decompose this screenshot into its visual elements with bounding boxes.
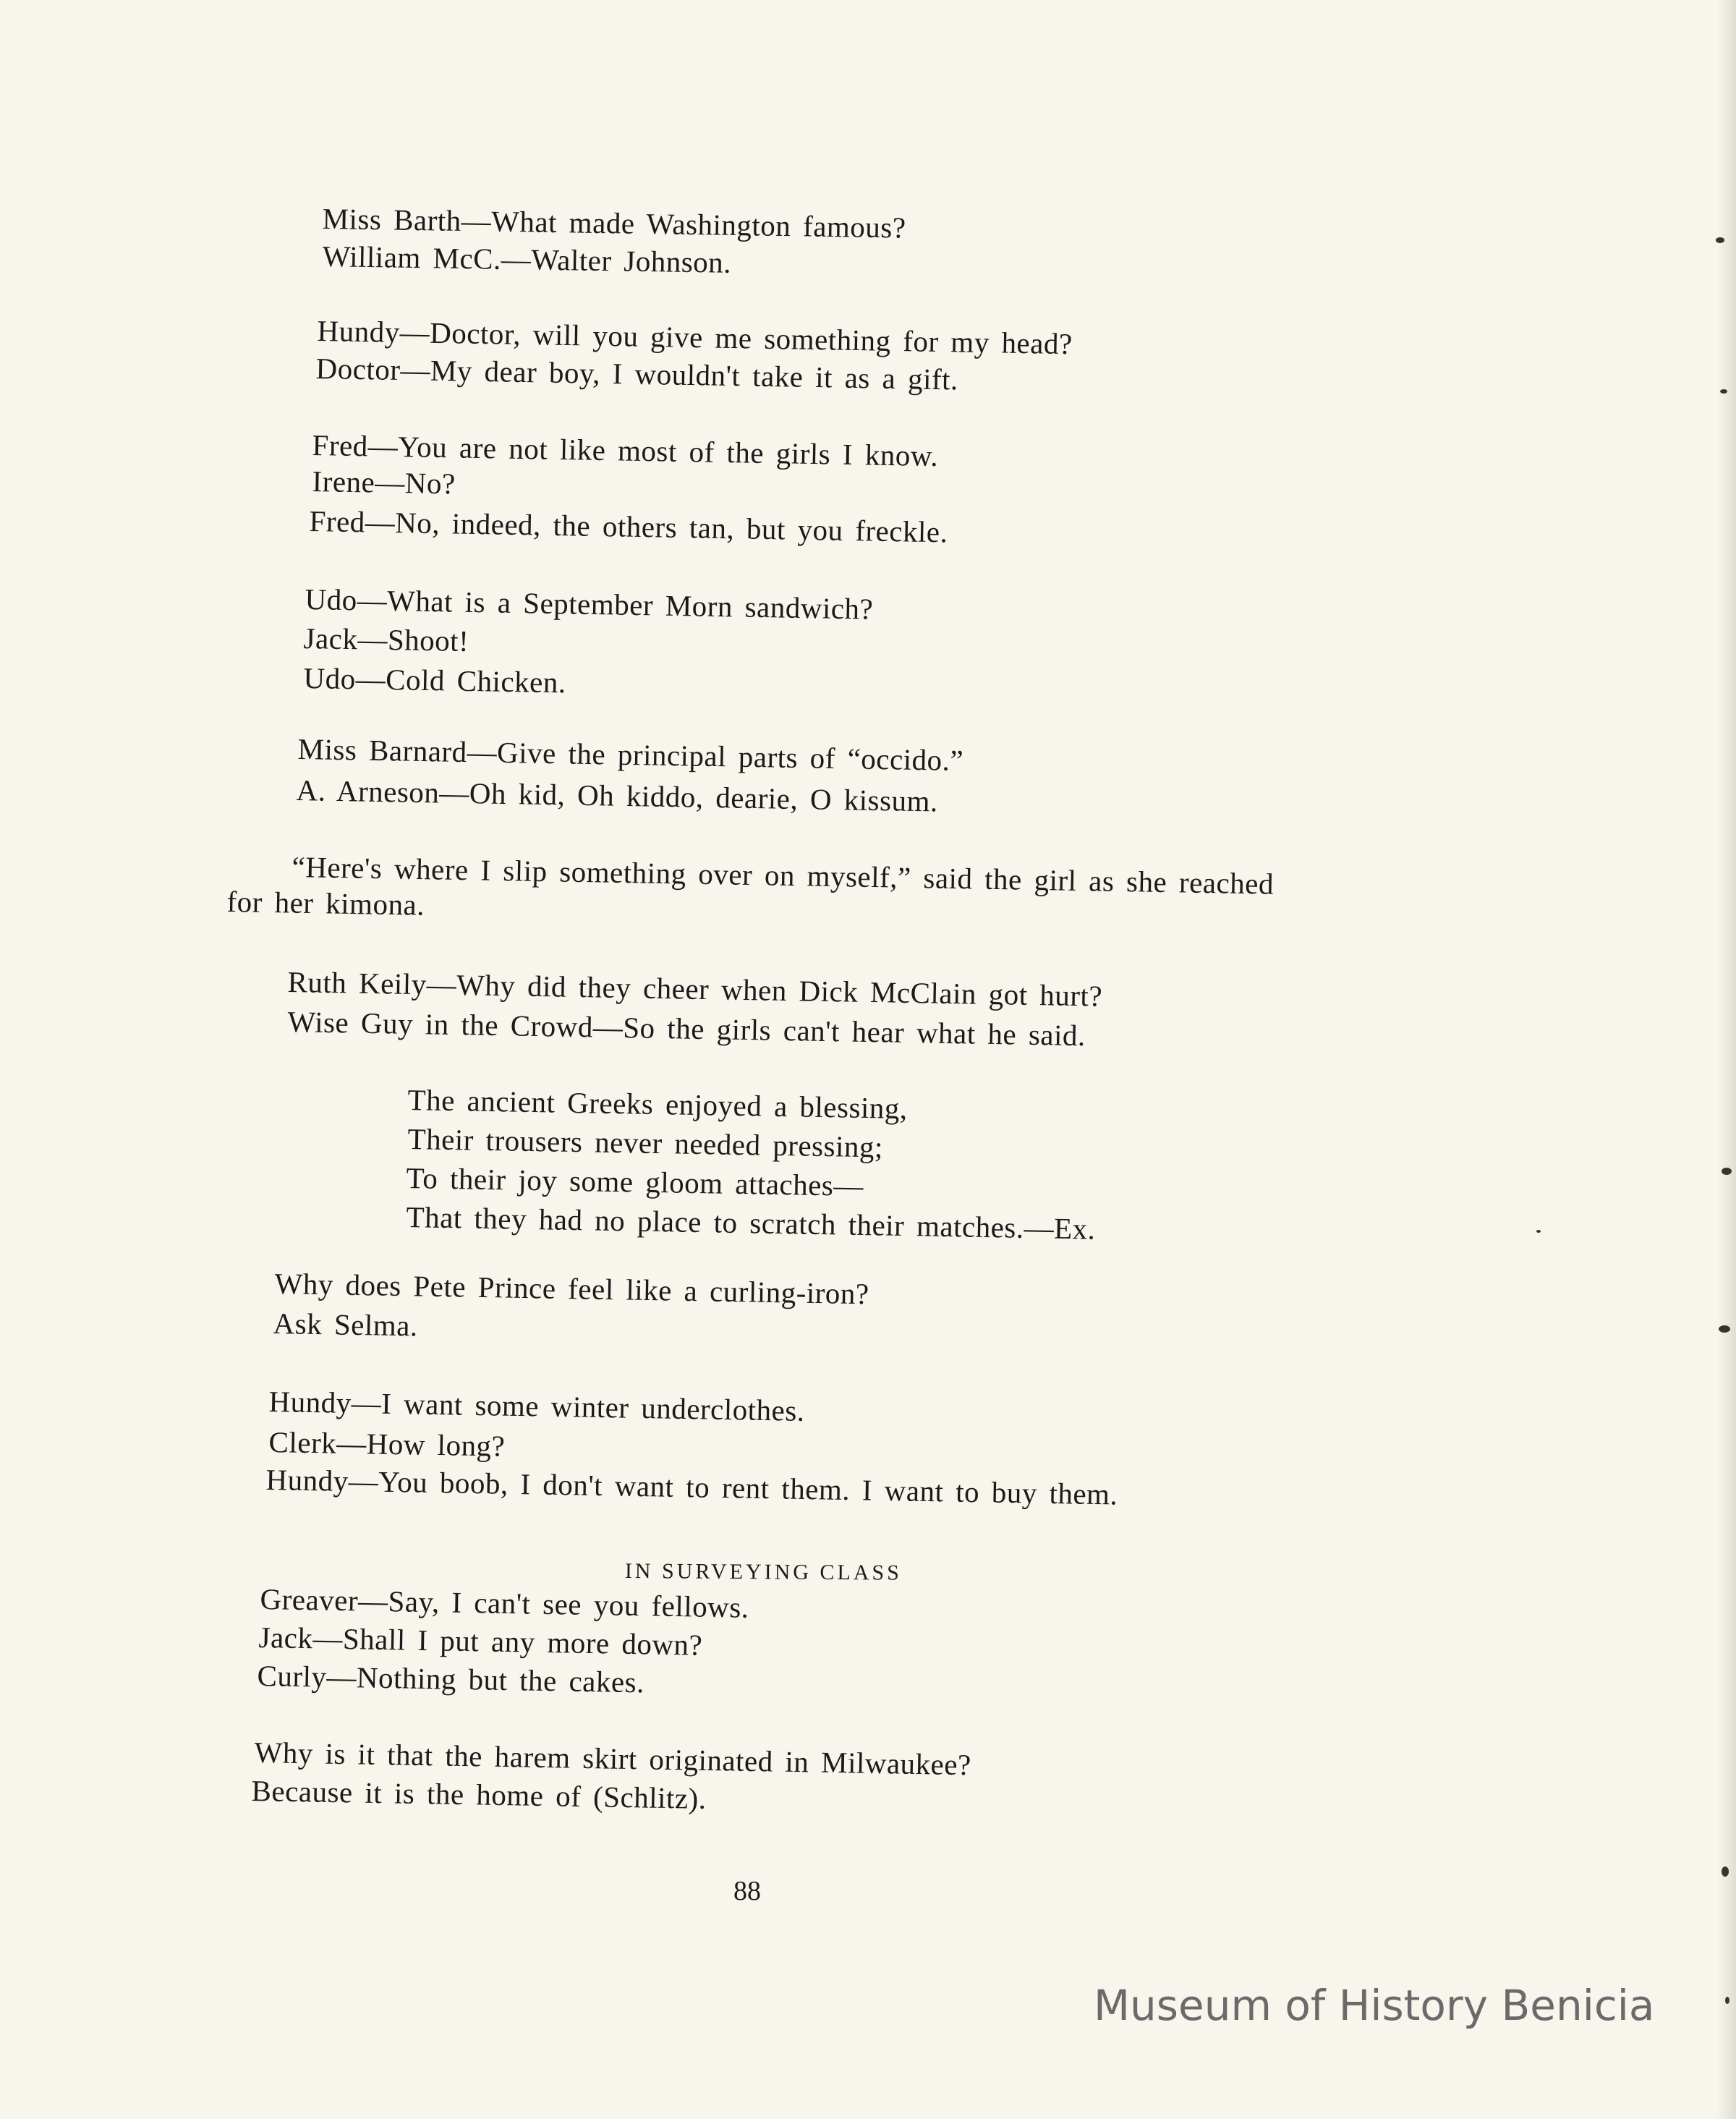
joke-1-line-1: Miss Barth—What made Washington famous? [322, 202, 906, 245]
museum-watermark: Museum of History Benicia [1094, 1981, 1655, 2030]
scan-speck [1716, 237, 1724, 243]
joke-11-line-1: Greaver—Say, I can't see you fellows. [260, 1582, 749, 1624]
joke-9-line-2: Ask Selma. [273, 1307, 419, 1343]
joke-5-line-1: Miss Barnard—Give the principal parts of “occido.” [297, 732, 964, 778]
scan-speck [1720, 389, 1727, 394]
joke-1-line-2: William McC.—Walter Johnson. [322, 239, 732, 279]
joke-3-line-1: Fred—You are not like most of the girls I know. [312, 428, 939, 473]
verse-line-1: The ancient Greeks enjoyed a blessing, [407, 1083, 909, 1126]
joke-7-line-2: Wise Guy in the Crowd—So the girls can't hear what he said. [287, 1005, 1086, 1053]
scan-speck [1722, 1867, 1729, 1877]
page-number: 88 [733, 1876, 761, 1906]
verse-line-2: Their trousers never needed pressing; [407, 1122, 884, 1164]
joke-10-line-2: Clerk—How long? [268, 1425, 506, 1463]
joke-12-line-1: Why is it that the harem skirt originated in Milwaukee? [254, 1736, 972, 1782]
verse-line-4: That they had no place to scratch their matches.—Ex. [406, 1200, 1096, 1246]
joke-4-line-3: Udo—Cold Chicken. [303, 661, 566, 700]
page-edge-shadow [1717, 0, 1736, 2119]
joke-2-line-1: Hundy—Doctor, will you give me something for my head? [317, 314, 1073, 361]
joke-5-line-2: A. Arneson—Oh kid, Oh kiddo, dearie, O kissum. [296, 773, 939, 818]
joke-4-line-2: Jack—Shoot! [303, 621, 469, 658]
joke-6-line-2: for her kimona. [226, 885, 425, 922]
joke-7-line-1: Ruth Keily—Why did they cheer when Dick McClain got hurt? [287, 965, 1103, 1013]
scan-speck [1725, 1997, 1729, 2004]
joke-11-line-3: Curly—Nothing but the cakes. [257, 1659, 645, 1699]
joke-3-line-2: Irene—No? [312, 464, 456, 501]
section-caption: IN SURVEYING CLASS [624, 1559, 902, 1585]
verse-line-3: To their joy some gloom attaches— [406, 1161, 864, 1203]
joke-12-line-2: Because it is the home of (Schlitz). [251, 1774, 707, 1815]
scan-speck [1719, 1325, 1730, 1333]
scan-speck [1536, 1230, 1541, 1233]
joke-6-line-1: “Here's where I slip something over on myself,” said the girl as she reached [292, 850, 1275, 901]
joke-9-line-1: Why does Pete Prince feel like a curling-iron? [274, 1267, 870, 1311]
joke-10-line-3: Hundy—You boob, I don't want to rent them. I want to buy them. [265, 1463, 1118, 1511]
joke-3-line-3: Fred—No, indeed, the others tan, but you freckle. [309, 504, 948, 549]
joke-2-line-2: Doctor—My dear boy, I wouldn't take it as a gift. [315, 352, 959, 396]
joke-11-line-2: Jack—Shall I put any more down? [258, 1621, 703, 1662]
joke-4-line-1: Udo—What is a September Morn sandwich? [305, 582, 874, 626]
scan-speck [1722, 1168, 1732, 1175]
joke-10-line-1: Hundy—I want some winter underclothes. [268, 1385, 805, 1427]
